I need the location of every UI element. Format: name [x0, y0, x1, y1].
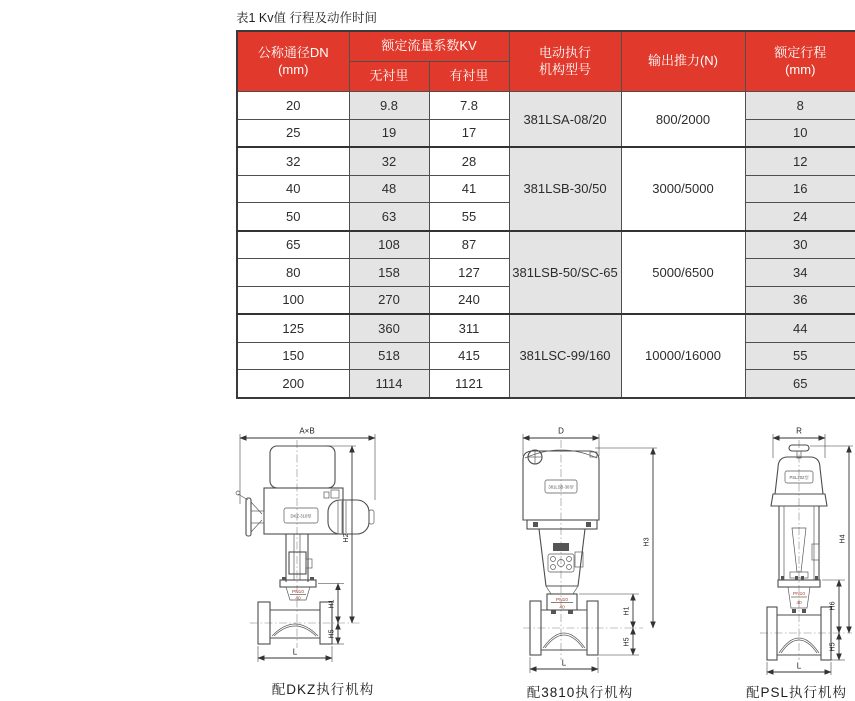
header-actuator: [509, 31, 621, 92]
kv-unlined-cell: 63: [349, 203, 429, 231]
stroke-cell: 34: [745, 259, 855, 287]
dn-cell: 80: [237, 259, 349, 287]
stroke-cell: 30: [745, 231, 855, 259]
kv-lined-cell: 55: [429, 203, 509, 231]
kv-unlined-cell: 9.8: [349, 92, 429, 120]
thrust-cell: 3000/5000: [621, 147, 745, 231]
actuator-model-cell: 381LSB-30/50: [509, 147, 621, 231]
kv-unlined-cell: 158: [349, 259, 429, 287]
kv-unlined-cell: 108: [349, 231, 429, 259]
stroke-cell: 44: [745, 314, 855, 342]
kv-lined-cell: 41: [429, 175, 509, 203]
header-stroke-unit: (mm): [746, 62, 855, 78]
header-stroke: [745, 31, 855, 92]
kv-unlined-cell: 270: [349, 286, 429, 314]
stroke-cell: 36: [745, 286, 855, 314]
stroke-cell: 24: [745, 203, 855, 231]
table-row: [237, 231, 855, 259]
kv-lined-cell: 240: [429, 286, 509, 314]
header-stroke-line1: 额定行程: [746, 45, 855, 61]
kv-lined-cell: 311: [429, 314, 509, 342]
dim-label-h5: H5: [830, 642, 837, 651]
dn-cell: 100: [237, 286, 349, 314]
dn-cell: 125: [237, 314, 349, 342]
kv-lined-cell: 7.8: [429, 92, 509, 120]
table-title: 表1 Kv值 行程及动作时间: [236, 8, 377, 26]
dn-cell: 25: [237, 119, 349, 147]
drawing-caption: 配PSL执行机构: [738, 681, 855, 701]
header-dn-line1: 公称通径DN: [238, 45, 349, 61]
header-dn-unit: (mm): [238, 62, 349, 78]
dim-label-h3: H3: [644, 537, 651, 546]
dn-cell: 65: [237, 231, 349, 259]
dim-label-width: A×B: [299, 427, 314, 436]
plate-pn-text: PN10: [556, 597, 568, 603]
stroke-cell: 55: [745, 342, 855, 370]
table-row: [237, 147, 855, 175]
dn-cell: 50: [237, 203, 349, 231]
dim-label-h4: H4: [840, 534, 847, 543]
actuator-nameplate: PSL202型: [789, 474, 808, 480]
kv-unlined-cell: 19: [349, 119, 429, 147]
kv-lined-cell: 17: [429, 119, 509, 147]
actuator-model-cell: 381LSA-08/20: [509, 92, 621, 148]
dkz-valve-drawing: [228, 424, 418, 698]
psl-valve-drawing: [738, 424, 855, 701]
stroke-cell: 8: [745, 92, 855, 120]
dim-label-h5: H5: [624, 637, 631, 646]
stroke-cell: 12: [745, 147, 855, 175]
plate-dn-text: 40: [295, 596, 301, 602]
dn-cell: 20: [237, 92, 349, 120]
dim-label-h5: H5: [329, 629, 336, 638]
actuator-nameplate: DKZ-310型: [291, 513, 312, 519]
header-kv-group: 额定流量系数KV: [349, 31, 509, 62]
header-kv-unlined: 无衬里: [349, 62, 429, 92]
actuator-model-cell: 381LSB-50/SC-65: [509, 231, 621, 315]
dn-cell: 150: [237, 342, 349, 370]
header-thrust: 输出推力(N): [621, 31, 745, 92]
kv-spec-table: [236, 30, 855, 399]
kv-unlined-cell: 48: [349, 175, 429, 203]
thrust-cell: 5000/6500: [621, 231, 745, 315]
thrust-cell: 800/2000: [621, 92, 745, 148]
actuator-3810-valve-drawing: [495, 424, 665, 701]
dn-cell: 32: [237, 147, 349, 175]
dim-label-h1: H1: [329, 599, 336, 608]
dn-cell: 200: [237, 370, 349, 398]
psl-valve-svg: [738, 424, 855, 679]
drawing-caption: 配3810执行机构: [495, 681, 665, 701]
stroke-cell: 65: [745, 370, 855, 398]
kv-unlined-cell: 360: [349, 314, 429, 342]
drawing-caption: 配DKZ执行机构: [228, 678, 418, 698]
plate-dn-text: 40: [559, 605, 565, 611]
kv-lined-cell: 415: [429, 342, 509, 370]
kv-unlined-cell: 518: [349, 342, 429, 370]
stroke-cell: 16: [745, 175, 855, 203]
dim-label-h6: H6: [830, 601, 837, 610]
dim-label-l: L: [562, 659, 567, 668]
kv-unlined-cell: 32: [349, 147, 429, 175]
dim-label-width: D: [558, 427, 564, 436]
header-actuator-line1: 电动执行: [510, 45, 621, 61]
kv-lined-cell: 87: [429, 231, 509, 259]
actuator-nameplate: 381LSB-30型: [548, 484, 573, 490]
header-dn: [237, 31, 349, 92]
actuator-3810-valve-svg: [495, 424, 665, 679]
dn-cell: 40: [237, 175, 349, 203]
table-row: [237, 92, 855, 120]
stroke-cell: 10: [745, 119, 855, 147]
plate-pn-text: PN10: [793, 591, 805, 597]
dim-label-width: R: [796, 427, 802, 436]
dkz-valve-svg: [228, 424, 418, 676]
plate-pn-text: PN10: [292, 589, 304, 595]
kv-lined-cell: 1121: [429, 370, 509, 398]
thrust-cell: 10000/16000: [621, 314, 745, 398]
header-kv-lined: 有衬里: [429, 62, 509, 92]
actuator-model-cell: 381LSC-99/160: [509, 314, 621, 398]
dim-label-l: L: [293, 648, 298, 657]
header-actuator-line2: 机构型号: [510, 62, 621, 78]
kv-lined-cell: 28: [429, 147, 509, 175]
table-row: [237, 314, 855, 342]
dim-label-h2: H2: [343, 533, 350, 542]
dim-label-h1: H1: [624, 606, 631, 615]
kv-unlined-cell: 1114: [349, 370, 429, 398]
kv-lined-cell: 127: [429, 259, 509, 287]
dim-label-l: L: [797, 662, 802, 671]
plate-dn-text: 40: [796, 600, 802, 606]
